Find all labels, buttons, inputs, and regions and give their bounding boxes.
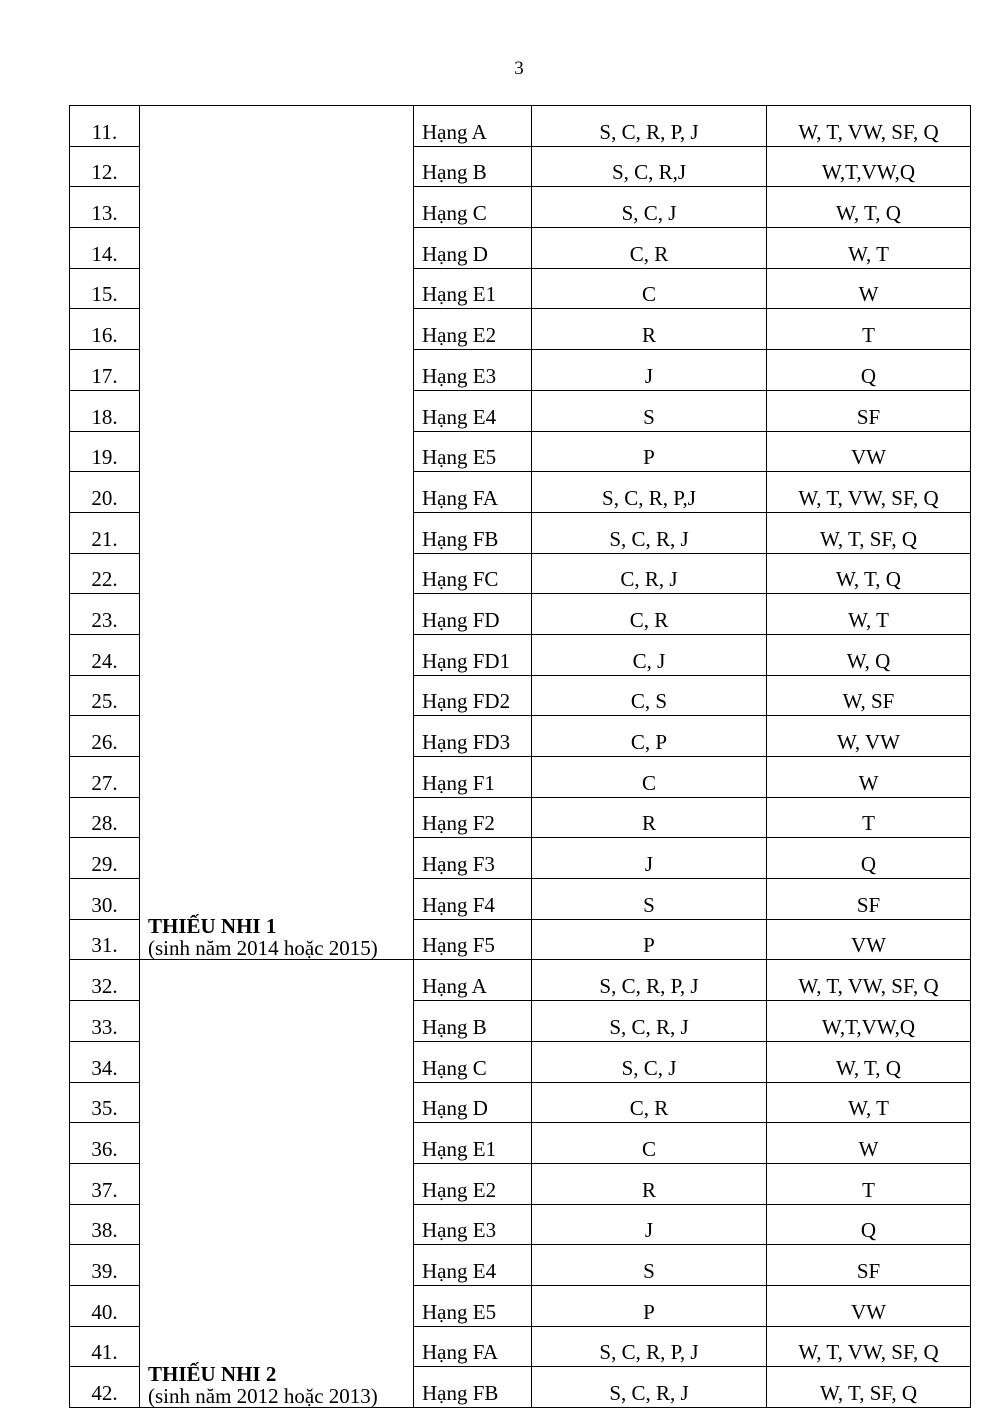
rank-cell: Hạng C [414, 1041, 532, 1082]
standard-dances-cell: C [532, 268, 767, 309]
standard-dances-cell: C [532, 1123, 767, 1164]
rank-cell: Hạng E1 [414, 268, 532, 309]
latin-dances-cell: W, Q [767, 634, 971, 675]
row-number: 28. [70, 797, 140, 838]
latin-dances-cell: VW [767, 919, 971, 960]
standard-dances-cell: S, C, R, P, J [532, 1326, 767, 1367]
row-number: 20. [70, 472, 140, 513]
row-number: 41. [70, 1326, 140, 1367]
latin-dances-cell: SF [767, 879, 971, 920]
standard-dances-cell: S, C, J [532, 1041, 767, 1082]
standard-dances-cell: S [532, 390, 767, 431]
rank-cell: Hạng FD3 [414, 716, 532, 757]
latin-dances-cell: W, T [767, 228, 971, 269]
rank-cell: Hạng E5 [414, 1285, 532, 1326]
standard-dances-cell: S, C, R, J [532, 1367, 767, 1408]
standard-dances-cell: J [532, 838, 767, 879]
row-number: 19. [70, 431, 140, 472]
latin-dances-cell: W, SF [767, 675, 971, 716]
rank-cell: Hạng FD [414, 594, 532, 635]
latin-dances-cell: W, T, VW, SF, Q [767, 472, 971, 513]
rank-cell: Hạng F5 [414, 919, 532, 960]
latin-dances-cell: W, T, Q [767, 553, 971, 594]
standard-dances-cell: C, R [532, 228, 767, 269]
row-number: 12. [70, 146, 140, 187]
rank-cell: Hạng E2 [414, 309, 532, 350]
standard-dances-cell: S, C, R, P, J [532, 960, 767, 1001]
standard-dances-cell: S [532, 1245, 767, 1286]
standard-dances-cell: J [532, 1204, 767, 1245]
latin-dances-cell: W, T, VW, SF, Q [767, 960, 971, 1001]
latin-dances-cell: W, T, VW, SF, Q [767, 1326, 971, 1367]
standard-dances-cell: C [532, 757, 767, 798]
standard-dances-cell: S [532, 879, 767, 920]
latin-dances-cell: Q [767, 838, 971, 879]
row-number: 36. [70, 1123, 140, 1164]
row-number: 23. [70, 594, 140, 635]
rank-cell: Hạng E2 [414, 1163, 532, 1204]
latin-dances-cell: W, T [767, 594, 971, 635]
table-body [70, 106, 971, 1408]
row-number: 32. [70, 960, 140, 1001]
latin-dances-cell: W [767, 268, 971, 309]
age-group-cell [140, 960, 414, 1408]
row-number: 39. [70, 1245, 140, 1286]
latin-dances-cell: W, T, VW, SF, Q [767, 106, 971, 147]
standard-dances-cell: P [532, 919, 767, 960]
standard-dances-cell: C, R, J [532, 553, 767, 594]
row-number: 34. [70, 1041, 140, 1082]
rank-cell: Hạng FD2 [414, 675, 532, 716]
rank-cell: Hạng E4 [414, 390, 532, 431]
standard-dances-cell: P [532, 1285, 767, 1326]
latin-dances-cell: W, T, SF, Q [767, 512, 971, 553]
row-number: 35. [70, 1082, 140, 1123]
row-number: 18. [70, 390, 140, 431]
row-number: 22. [70, 553, 140, 594]
row-number: 33. [70, 1001, 140, 1042]
standard-dances-cell: P [532, 431, 767, 472]
rank-cell: Hạng E4 [414, 1245, 532, 1286]
rank-cell: Hạng FA [414, 1326, 532, 1367]
row-number: 40. [70, 1285, 140, 1326]
age-group-cell [140, 106, 414, 960]
latin-dances-cell: T [767, 309, 971, 350]
rank-cell: Hạng E3 [414, 1204, 532, 1245]
rank-cell: Hạng E1 [414, 1123, 532, 1164]
row-number: 27. [70, 757, 140, 798]
rank-cell: Hạng A [414, 106, 532, 147]
latin-dances-cell: W, T, Q [767, 1041, 971, 1082]
row-number: 21. [70, 512, 140, 553]
row-number: 26. [70, 716, 140, 757]
standard-dances-cell: C, R [532, 594, 767, 635]
rank-cell: Hạng FC [414, 553, 532, 594]
standard-dances-cell: R [532, 309, 767, 350]
latin-dances-cell: VW [767, 1285, 971, 1326]
rank-cell: Hạng E5 [414, 431, 532, 472]
age-group-title: THIẾU NHI 2 [148, 1362, 277, 1386]
row-number: 24. [70, 634, 140, 675]
latin-dances-cell: W,T,VW,Q [767, 146, 971, 187]
age-group-subtitle: (sinh năm 2012 hoặc 2013) [148, 1384, 378, 1408]
row-number: 29. [70, 838, 140, 879]
rank-cell: Hạng D [414, 228, 532, 269]
rank-cell: Hạng B [414, 146, 532, 187]
latin-dances-cell: VW [767, 431, 971, 472]
rank-cell: Hạng F3 [414, 838, 532, 879]
standard-dances-cell: S, C, R, J [532, 512, 767, 553]
standard-dances-cell: C, J [532, 634, 767, 675]
row-number: 13. [70, 187, 140, 228]
rank-cell: Hạng B [414, 1001, 532, 1042]
row-number: 16. [70, 309, 140, 350]
latin-dances-cell: W [767, 1123, 971, 1164]
latin-dances-cell: W [767, 757, 971, 798]
row-number: 38. [70, 1204, 140, 1245]
rank-cell: Hạng E3 [414, 350, 532, 391]
row-number: 30. [70, 879, 140, 920]
rank-cell: Hạng F4 [414, 879, 532, 920]
table-row [70, 106, 971, 147]
latin-dances-cell: SF [767, 1245, 971, 1286]
standard-dances-cell: S, C, R,J [532, 146, 767, 187]
row-number: 14. [70, 228, 140, 269]
age-group-subtitle: (sinh năm 2014 hoặc 2015) [148, 936, 378, 961]
rank-cell: Hạng F1 [414, 757, 532, 798]
standard-dances-cell: C, R [532, 1082, 767, 1123]
latin-dances-cell: W, T [767, 1082, 971, 1123]
standard-dances-cell: S, C, R, P,J [532, 472, 767, 513]
latin-dances-cell: SF [767, 390, 971, 431]
standard-dances-cell: J [532, 350, 767, 391]
table-row [70, 960, 971, 1001]
latin-dances-cell: W, T, Q [767, 187, 971, 228]
age-group-title: THIẾU NHI 1 [148, 914, 277, 939]
row-number: 25. [70, 675, 140, 716]
standard-dances-cell: C, P [532, 716, 767, 757]
latin-dances-cell: W, T, SF, Q [767, 1367, 971, 1408]
row-number: 42. [70, 1367, 140, 1408]
latin-dances-cell: W, VW [767, 716, 971, 757]
standard-dances-cell: R [532, 797, 767, 838]
row-number: 11. [70, 106, 140, 147]
latin-dances-cell: Q [767, 1204, 971, 1245]
row-number: 37. [70, 1163, 140, 1204]
latin-dances-cell: T [767, 797, 971, 838]
standard-dances-cell: R [532, 1163, 767, 1204]
rank-cell: Hạng FB [414, 512, 532, 553]
row-number: 15. [70, 268, 140, 309]
page-number: 3 [514, 58, 524, 79]
latin-dances-cell: T [767, 1163, 971, 1204]
rank-cell: Hạng A [414, 960, 532, 1001]
standard-dances-cell: S, C, R, J [532, 1001, 767, 1042]
latin-dances-cell: W,T,VW,Q [767, 1001, 971, 1042]
standard-dances-cell: C, S [532, 675, 767, 716]
row-number: 17. [70, 350, 140, 391]
standard-dances-cell: S, C, J [532, 187, 767, 228]
categories-table [69, 105, 971, 1408]
rank-cell: Hạng F2 [414, 797, 532, 838]
standard-dances-cell: S, C, R, P, J [532, 106, 767, 147]
rank-cell: Hạng FD1 [414, 634, 532, 675]
row-number: 31. [70, 919, 140, 960]
rank-cell: Hạng D [414, 1082, 532, 1123]
rank-cell: Hạng FB [414, 1367, 532, 1408]
rank-cell: Hạng C [414, 187, 532, 228]
latin-dances-cell: Q [767, 350, 971, 391]
rank-cell: Hạng FA [414, 472, 532, 513]
